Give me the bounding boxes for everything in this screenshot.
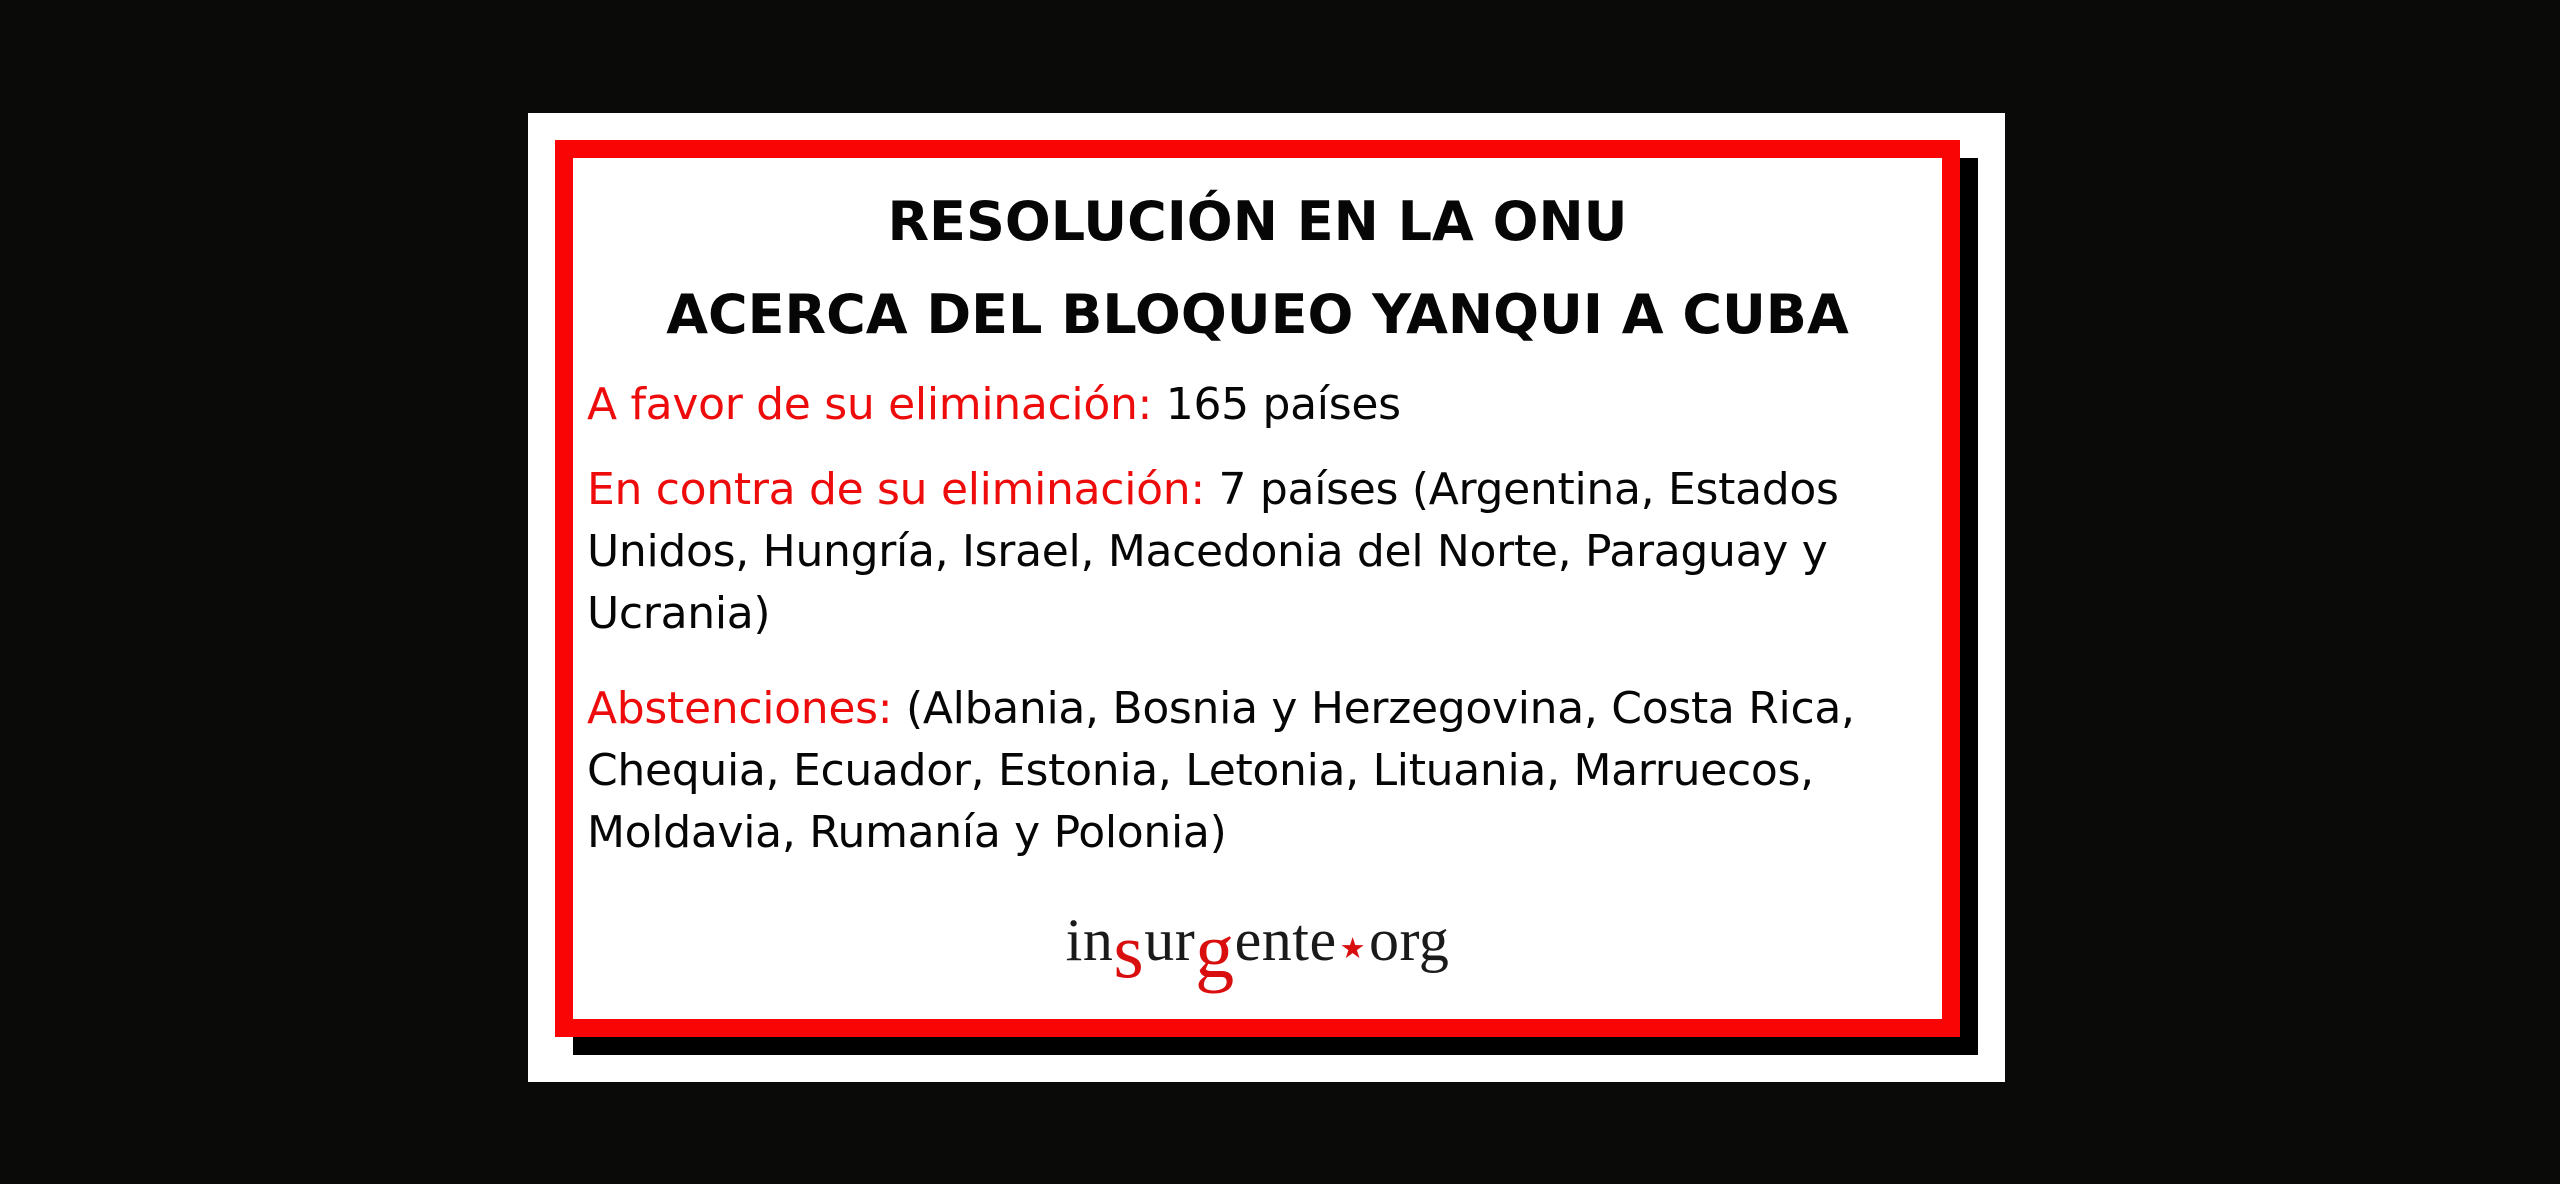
entry-abstenciones-label: Abstenciones: [587,683,893,734]
entry-favor-value: 165 países [1165,379,1401,430]
entry-abstenciones-value: (Albania, Bosnia y Herzegovina, Costa Rica, Chequia, Ecuador, Estonia, Letonia, Lituania, Marruecos, Moldavia, Rumanía y Polonia) [587,683,1855,858]
entry-favor [587,374,1928,436]
logo-star-icon: ★ [1339,933,1366,966]
logo-segment-ente: ente [1234,907,1337,973]
logo-segment-org: org [1368,907,1450,973]
card [555,140,1960,1037]
logo-insurgente [587,900,1928,995]
entry-contra [587,459,1928,645]
logo-segment-ur: ur [1144,907,1196,973]
logo-segment-s: s [1113,907,1145,995]
card-content [573,158,1942,1019]
entry-favor-label: A favor de su eliminación: [587,379,1153,430]
title-line-2: ACERCA DEL BLOQUEO YANQUI A CUBA [666,283,1849,346]
title-line-1: RESOLUCIÓN EN LA ONU [887,190,1628,253]
logo-segment-in: in [1065,907,1114,973]
entry-abstenciones [587,678,1928,864]
logo-segment-g: g [1195,907,1235,995]
entry-contra-value: 7 países (Argentina, Estados Unidos, Hungría, Israel, Macedonia del Norte, Paraguay y Ucrania) [587,464,1839,639]
poster-frame [528,113,2005,1082]
entry-contra-label: En contra de su eliminación: [587,464,1205,515]
